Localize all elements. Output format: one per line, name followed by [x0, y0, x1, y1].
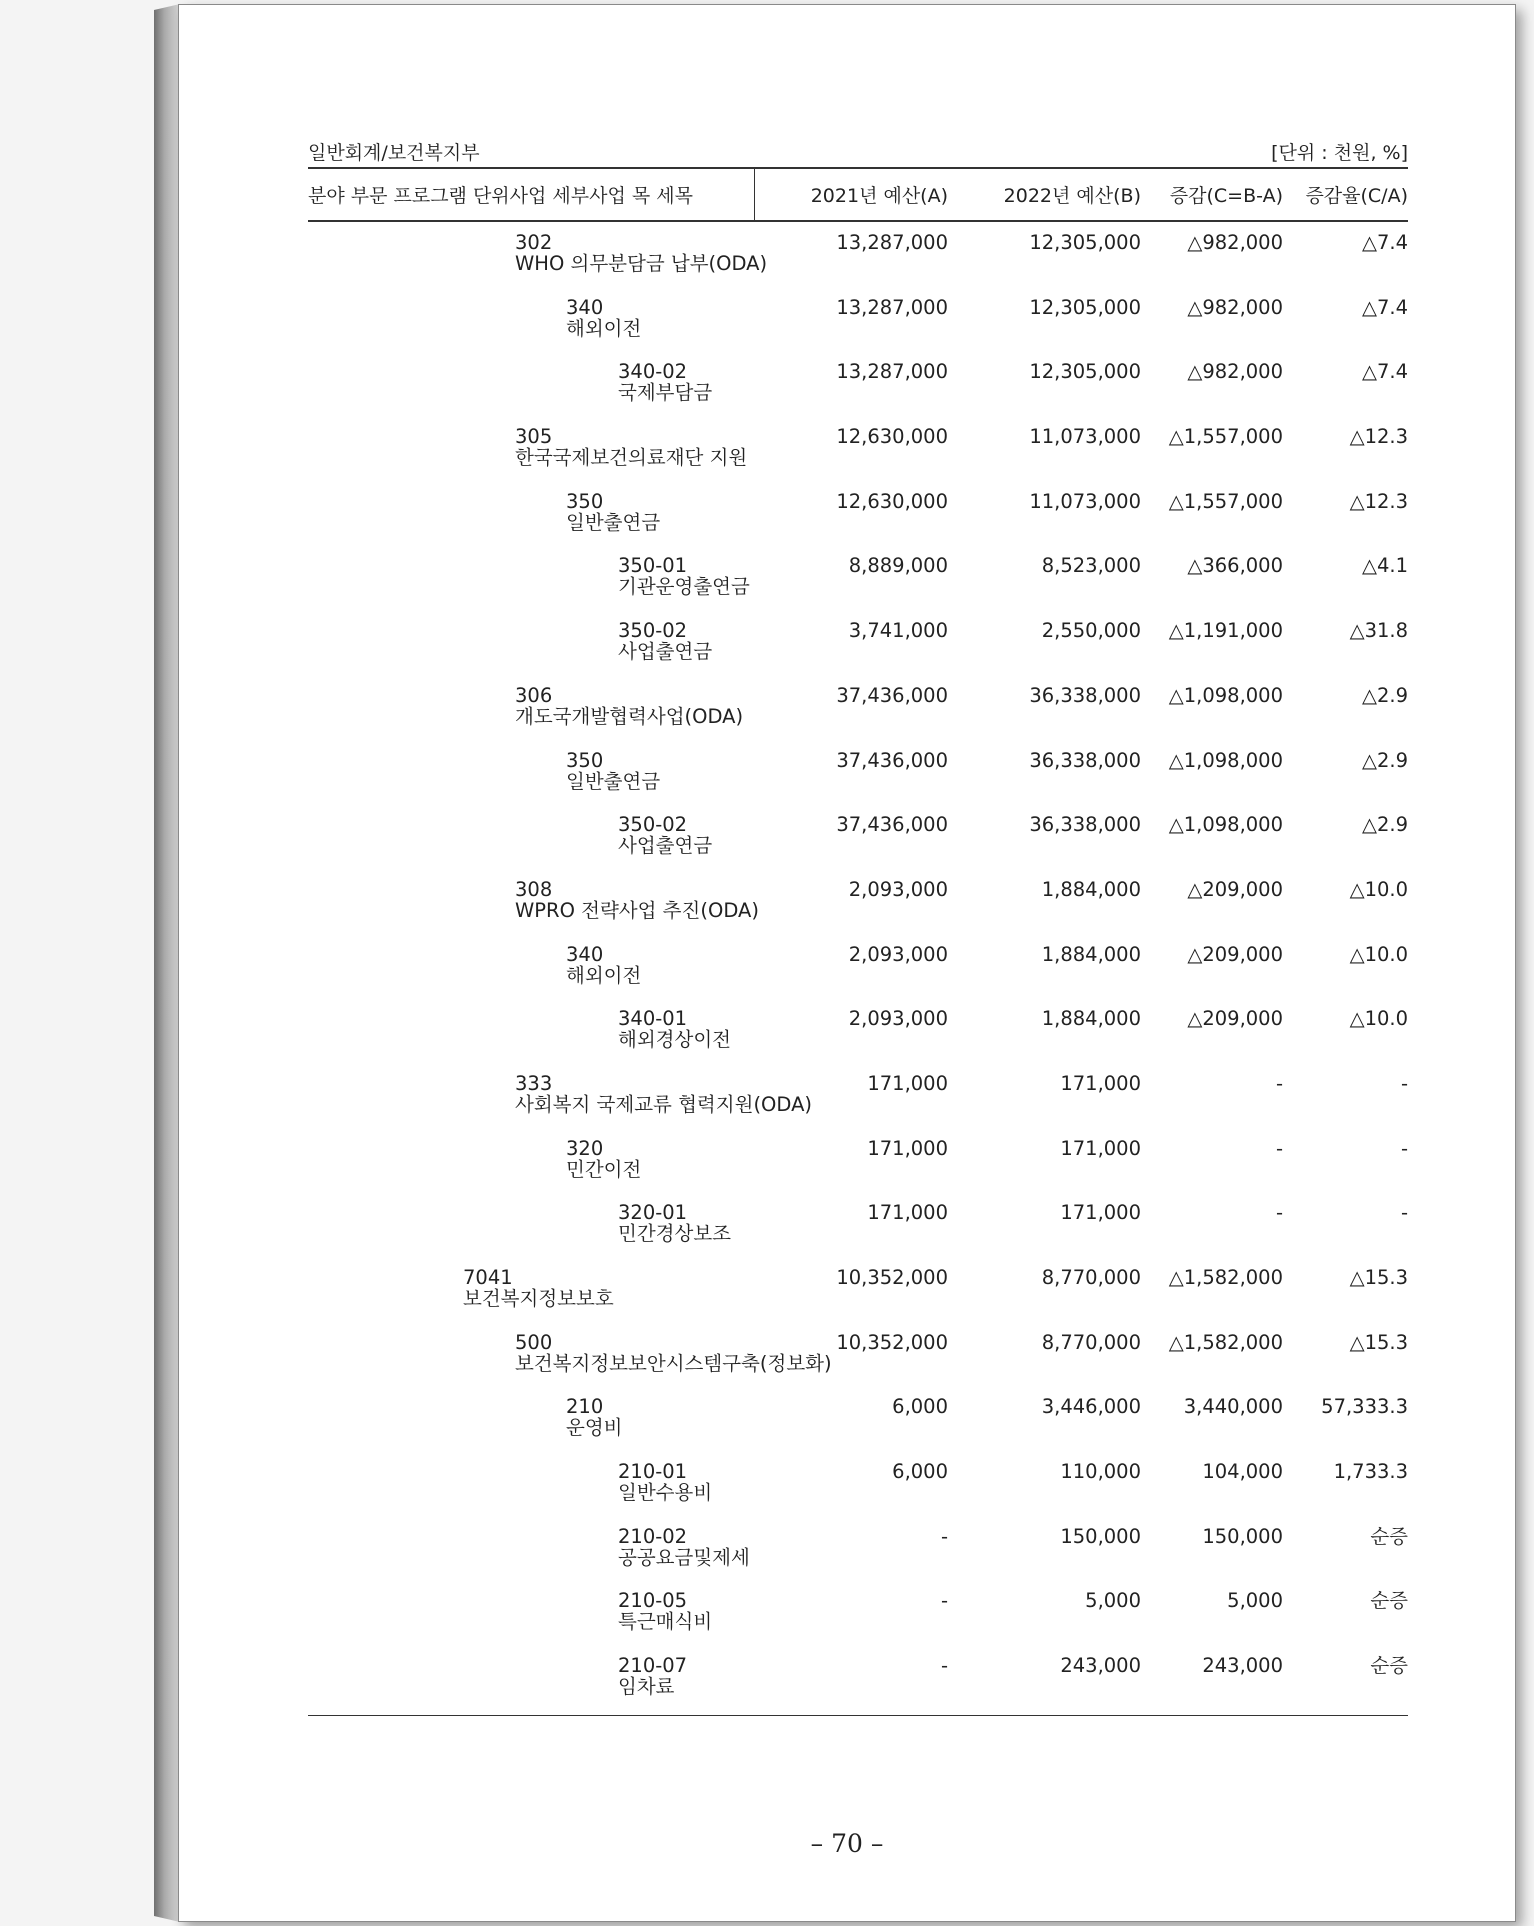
table-row: [308, 1267, 1408, 1332]
value-rate: △4.1: [1361, 554, 1408, 578]
row-code: 7041: [463, 1266, 513, 1289]
table-row: [308, 1396, 1408, 1461]
row-code: 210-07: [618, 1654, 688, 1678]
row-values: [754, 814, 1408, 835]
row-values: [754, 1267, 1408, 1288]
value-budget-2022: 171,000: [1060, 1201, 1141, 1225]
table-row: [308, 1461, 1408, 1526]
row-values: [754, 685, 1408, 706]
value-rate: -: [1400, 1071, 1408, 1095]
value-rate: △2.9: [1361, 813, 1408, 837]
value-change: 150,000: [1202, 1524, 1283, 1548]
value-budget-2021: 3,741,000: [848, 619, 948, 643]
row-values: [754, 1138, 1408, 1159]
table-row: [308, 491, 1408, 556]
document-page: [178, 4, 1516, 1922]
row-name: 사업출연금: [618, 640, 713, 664]
column-rate: 증감율(C/A): [1305, 185, 1408, 207]
row-code: 210: [566, 1395, 604, 1419]
value-rate: -: [1400, 1136, 1408, 1160]
row-values: [754, 1332, 1408, 1353]
value-budget-2022: 110,000: [1060, 1460, 1141, 1484]
row-name: WHO 의무분담금 납부(ODA): [515, 252, 768, 275]
table-row: [308, 1202, 1408, 1267]
value-budget-2021: 12,630,000: [836, 425, 948, 449]
row-name: 운영비: [566, 1416, 623, 1440]
table-row: [308, 1073, 1408, 1138]
row-values: [754, 1008, 1408, 1029]
value-budget-2022: 1,884,000: [1041, 942, 1141, 966]
value-change: -: [1275, 1136, 1283, 1160]
row-code: 210-02: [618, 1524, 688, 1548]
row-code: 350-01: [618, 554, 688, 578]
value-budget-2021: 171,000: [867, 1136, 948, 1160]
table-bottom-rule: [308, 1715, 1408, 1716]
value-budget-2022: 8,523,000: [1041, 554, 1141, 578]
row-values: [754, 1655, 1408, 1676]
value-change: 243,000: [1202, 1654, 1283, 1678]
table-row: [308, 361, 1408, 426]
row-name: 개도국개발협력사업(ODA): [515, 704, 744, 728]
row-name: 민간이전: [566, 1157, 642, 1181]
table-row: [308, 1655, 1408, 1720]
value-budget-2022: 12,305,000: [1029, 360, 1141, 384]
value-rate: △7.4: [1361, 231, 1408, 254]
table-row: [308, 555, 1408, 620]
value-rate: △10.0: [1349, 877, 1408, 901]
row-code: 306: [515, 683, 553, 707]
value-change: 3,440,000: [1183, 1395, 1283, 1419]
row-values: [754, 1396, 1408, 1417]
row-code: 340: [566, 295, 604, 319]
column-budget-2021: 2021년 예산(A): [810, 185, 948, 207]
value-budget-2021: 13,287,000: [836, 231, 948, 254]
row-values: [754, 297, 1408, 318]
row-values: [754, 620, 1408, 641]
value-change: △1,098,000: [1168, 813, 1283, 837]
table-row: [308, 814, 1408, 879]
row-name: 특근매식비: [618, 1610, 713, 1634]
row-values: [754, 944, 1408, 965]
row-code: 210-01: [618, 1460, 688, 1484]
value-budget-2021: 10,352,000: [836, 1266, 948, 1289]
value-budget-2022: 36,338,000: [1029, 683, 1141, 707]
value-budget-2022: 8,770,000: [1041, 1330, 1141, 1354]
row-code: 320: [566, 1136, 604, 1160]
value-rate: 순증: [1370, 1654, 1408, 1678]
value-change: △1,582,000: [1168, 1330, 1283, 1354]
value-rate: 1,733.3: [1333, 1460, 1408, 1484]
value-change: △982,000: [1187, 231, 1283, 254]
table-row: [308, 297, 1408, 362]
row-values: [754, 1202, 1408, 1223]
row-values: [754, 1461, 1408, 1482]
value-budget-2022: 1,884,000: [1041, 1007, 1141, 1031]
value-budget-2021: 2,093,000: [848, 1007, 948, 1031]
row-values: [754, 879, 1408, 900]
value-rate: 순증: [1370, 1524, 1408, 1548]
value-rate: △2.9: [1361, 748, 1408, 772]
value-budget-2022: 12,305,000: [1029, 295, 1141, 319]
value-change: △366,000: [1187, 554, 1283, 578]
table-row: [308, 944, 1408, 1009]
row-code: 305: [515, 425, 553, 449]
value-budget-2022: 5,000: [1085, 1589, 1141, 1613]
row-code: 340-02: [618, 360, 688, 384]
row-code: 302: [515, 231, 553, 254]
row-name: 해외이전: [566, 963, 642, 987]
column-category: 분야 부문 프로그램 단위사업 세부사업 목 세목: [308, 185, 693, 207]
row-name: 일반출연금: [566, 510, 661, 534]
value-change: △982,000: [1187, 295, 1283, 319]
table-row: [308, 750, 1408, 815]
value-rate: 57,333.3: [1321, 1395, 1408, 1419]
value-budget-2022: 1,884,000: [1041, 877, 1141, 901]
unit-label: [단위 : 천원, %]: [1271, 142, 1408, 164]
row-code: 308: [515, 877, 553, 901]
value-change: △209,000: [1187, 1007, 1283, 1031]
row-name: 기관운영출연금: [618, 575, 750, 599]
value-budget-2021: 2,093,000: [848, 877, 948, 901]
value-change: △209,000: [1187, 942, 1283, 966]
column-divider: [754, 169, 755, 220]
value-change: -: [1275, 1071, 1283, 1095]
table-row: [308, 232, 1408, 297]
value-rate: △10.0: [1349, 1007, 1408, 1031]
row-name: 해외이전: [566, 316, 642, 340]
value-rate: 순증: [1370, 1589, 1408, 1613]
value-budget-2021: -: [940, 1654, 948, 1678]
value-budget-2021: 37,436,000: [836, 748, 948, 772]
value-budget-2022: 11,073,000: [1029, 425, 1141, 449]
row-values: [754, 555, 1408, 576]
row-name: 민간경상보조: [618, 1222, 732, 1246]
value-budget-2021: 171,000: [867, 1201, 948, 1225]
value-rate: △31.8: [1349, 619, 1408, 643]
value-change: -: [1275, 1201, 1283, 1225]
value-change: △1,098,000: [1168, 748, 1283, 772]
value-change: △982,000: [1187, 360, 1283, 384]
row-code: 350: [566, 748, 604, 772]
value-budget-2021: 171,000: [867, 1071, 948, 1095]
value-change: △1,098,000: [1168, 683, 1283, 707]
table-header-line: [308, 138, 1408, 165]
value-budget-2021: 10,352,000: [836, 1330, 948, 1354]
value-budget-2022: 171,000: [1060, 1136, 1141, 1160]
value-budget-2021: 6,000: [892, 1395, 948, 1419]
row-values: [754, 426, 1408, 447]
table-row: [308, 620, 1408, 685]
value-budget-2021: 37,436,000: [836, 813, 948, 837]
row-name: 사회복지 국제교류 협력지원(ODA): [515, 1092, 813, 1116]
value-change: △1,557,000: [1168, 425, 1283, 449]
value-change: 5,000: [1227, 1589, 1283, 1613]
row-values: [754, 1526, 1408, 1547]
value-budget-2021: 12,630,000: [836, 489, 948, 513]
row-code: 350: [566, 489, 604, 513]
value-rate: △10.0: [1349, 942, 1408, 966]
row-code: 333: [515, 1071, 553, 1095]
row-code: 210-05: [618, 1589, 688, 1613]
row-name: 해외경상이전: [618, 1028, 732, 1052]
value-budget-2021: 8,889,000: [848, 554, 948, 578]
value-change: △209,000: [1187, 877, 1283, 901]
table-row: [308, 1526, 1408, 1591]
value-budget-2022: 36,338,000: [1029, 813, 1141, 837]
row-name: WPRO 전략사업 추진(ODA): [515, 898, 759, 922]
row-values: [754, 750, 1408, 771]
value-rate: -: [1400, 1201, 1408, 1225]
row-name: 일반출연금: [566, 769, 661, 793]
value-budget-2021: 6,000: [892, 1460, 948, 1484]
value-budget-2021: 2,093,000: [848, 942, 948, 966]
row-values: [754, 232, 1408, 253]
table-row: [308, 1332, 1408, 1397]
value-budget-2022: 171,000: [1060, 1071, 1141, 1095]
value-budget-2022: 12,305,000: [1029, 231, 1141, 254]
table-body: [308, 222, 1408, 1720]
row-values: [754, 361, 1408, 382]
value-budget-2021: 13,287,000: [836, 360, 948, 384]
row-code: 500: [515, 1330, 553, 1354]
row-name: 한국국제보건의료재단 지원: [515, 446, 748, 470]
row-name: 국제부담금: [618, 381, 713, 405]
row-values: [754, 1073, 1408, 1094]
column-change: 증감(C=B-A): [1169, 185, 1283, 207]
value-budget-2021: -: [940, 1524, 948, 1548]
row-name: 일반수용비: [618, 1481, 713, 1505]
value-budget-2022: 3,446,000: [1041, 1395, 1141, 1419]
row-values: [754, 491, 1408, 512]
row-values: [754, 1590, 1408, 1611]
value-rate: △2.9: [1361, 683, 1408, 707]
value-rate: △15.3: [1349, 1330, 1408, 1354]
row-code: 350-02: [618, 813, 688, 837]
value-rate: △15.3: [1349, 1266, 1408, 1289]
value-rate: △7.4: [1361, 295, 1408, 319]
value-budget-2022: 2,550,000: [1041, 619, 1141, 643]
page-number: – 70 –: [810, 1829, 884, 1858]
row-name: 공공요금및제세: [618, 1545, 750, 1569]
value-rate: △12.3: [1349, 425, 1408, 449]
row-code: 340-01: [618, 1007, 688, 1031]
value-budget-2021: 37,436,000: [836, 683, 948, 707]
value-budget-2022: 150,000: [1060, 1524, 1141, 1548]
table-row: [308, 1138, 1408, 1203]
row-code: 320-01: [618, 1201, 688, 1225]
row-name: 사업출연금: [618, 834, 713, 858]
value-rate: △12.3: [1349, 489, 1408, 513]
table-row: [308, 426, 1408, 491]
book-spine-edge: [154, 4, 180, 1922]
value-budget-2022: 11,073,000: [1029, 489, 1141, 513]
table-row: [308, 685, 1408, 750]
value-change: △1,191,000: [1168, 619, 1283, 643]
value-budget-2022: 36,338,000: [1029, 748, 1141, 772]
value-change: △1,582,000: [1168, 1266, 1283, 1289]
row-name: 임차료: [618, 1675, 675, 1699]
value-budget-2021: 13,287,000: [836, 295, 948, 319]
value-change: △1,557,000: [1168, 489, 1283, 513]
budget-table: [308, 167, 1408, 1720]
table-column-header: [308, 167, 1408, 222]
row-code: 350-02: [618, 619, 688, 643]
value-change: 104,000: [1202, 1460, 1283, 1484]
table-row: [308, 1008, 1408, 1073]
value-budget-2022: 8,770,000: [1041, 1266, 1141, 1289]
column-budget-2022: 2022년 예산(B): [1003, 185, 1141, 207]
value-budget-2021: -: [940, 1589, 948, 1613]
row-name: 보건복지정보보안시스템구축(정보화): [515, 1351, 832, 1375]
row-code: 340: [566, 942, 604, 966]
account-title: 일반회계/보건복지부: [308, 142, 480, 164]
row-name: 보건복지정보보호: [463, 1287, 614, 1310]
table-row: [308, 1590, 1408, 1655]
table-row: [308, 879, 1408, 944]
value-budget-2022: 243,000: [1060, 1654, 1141, 1678]
value-rate: △7.4: [1361, 360, 1408, 384]
